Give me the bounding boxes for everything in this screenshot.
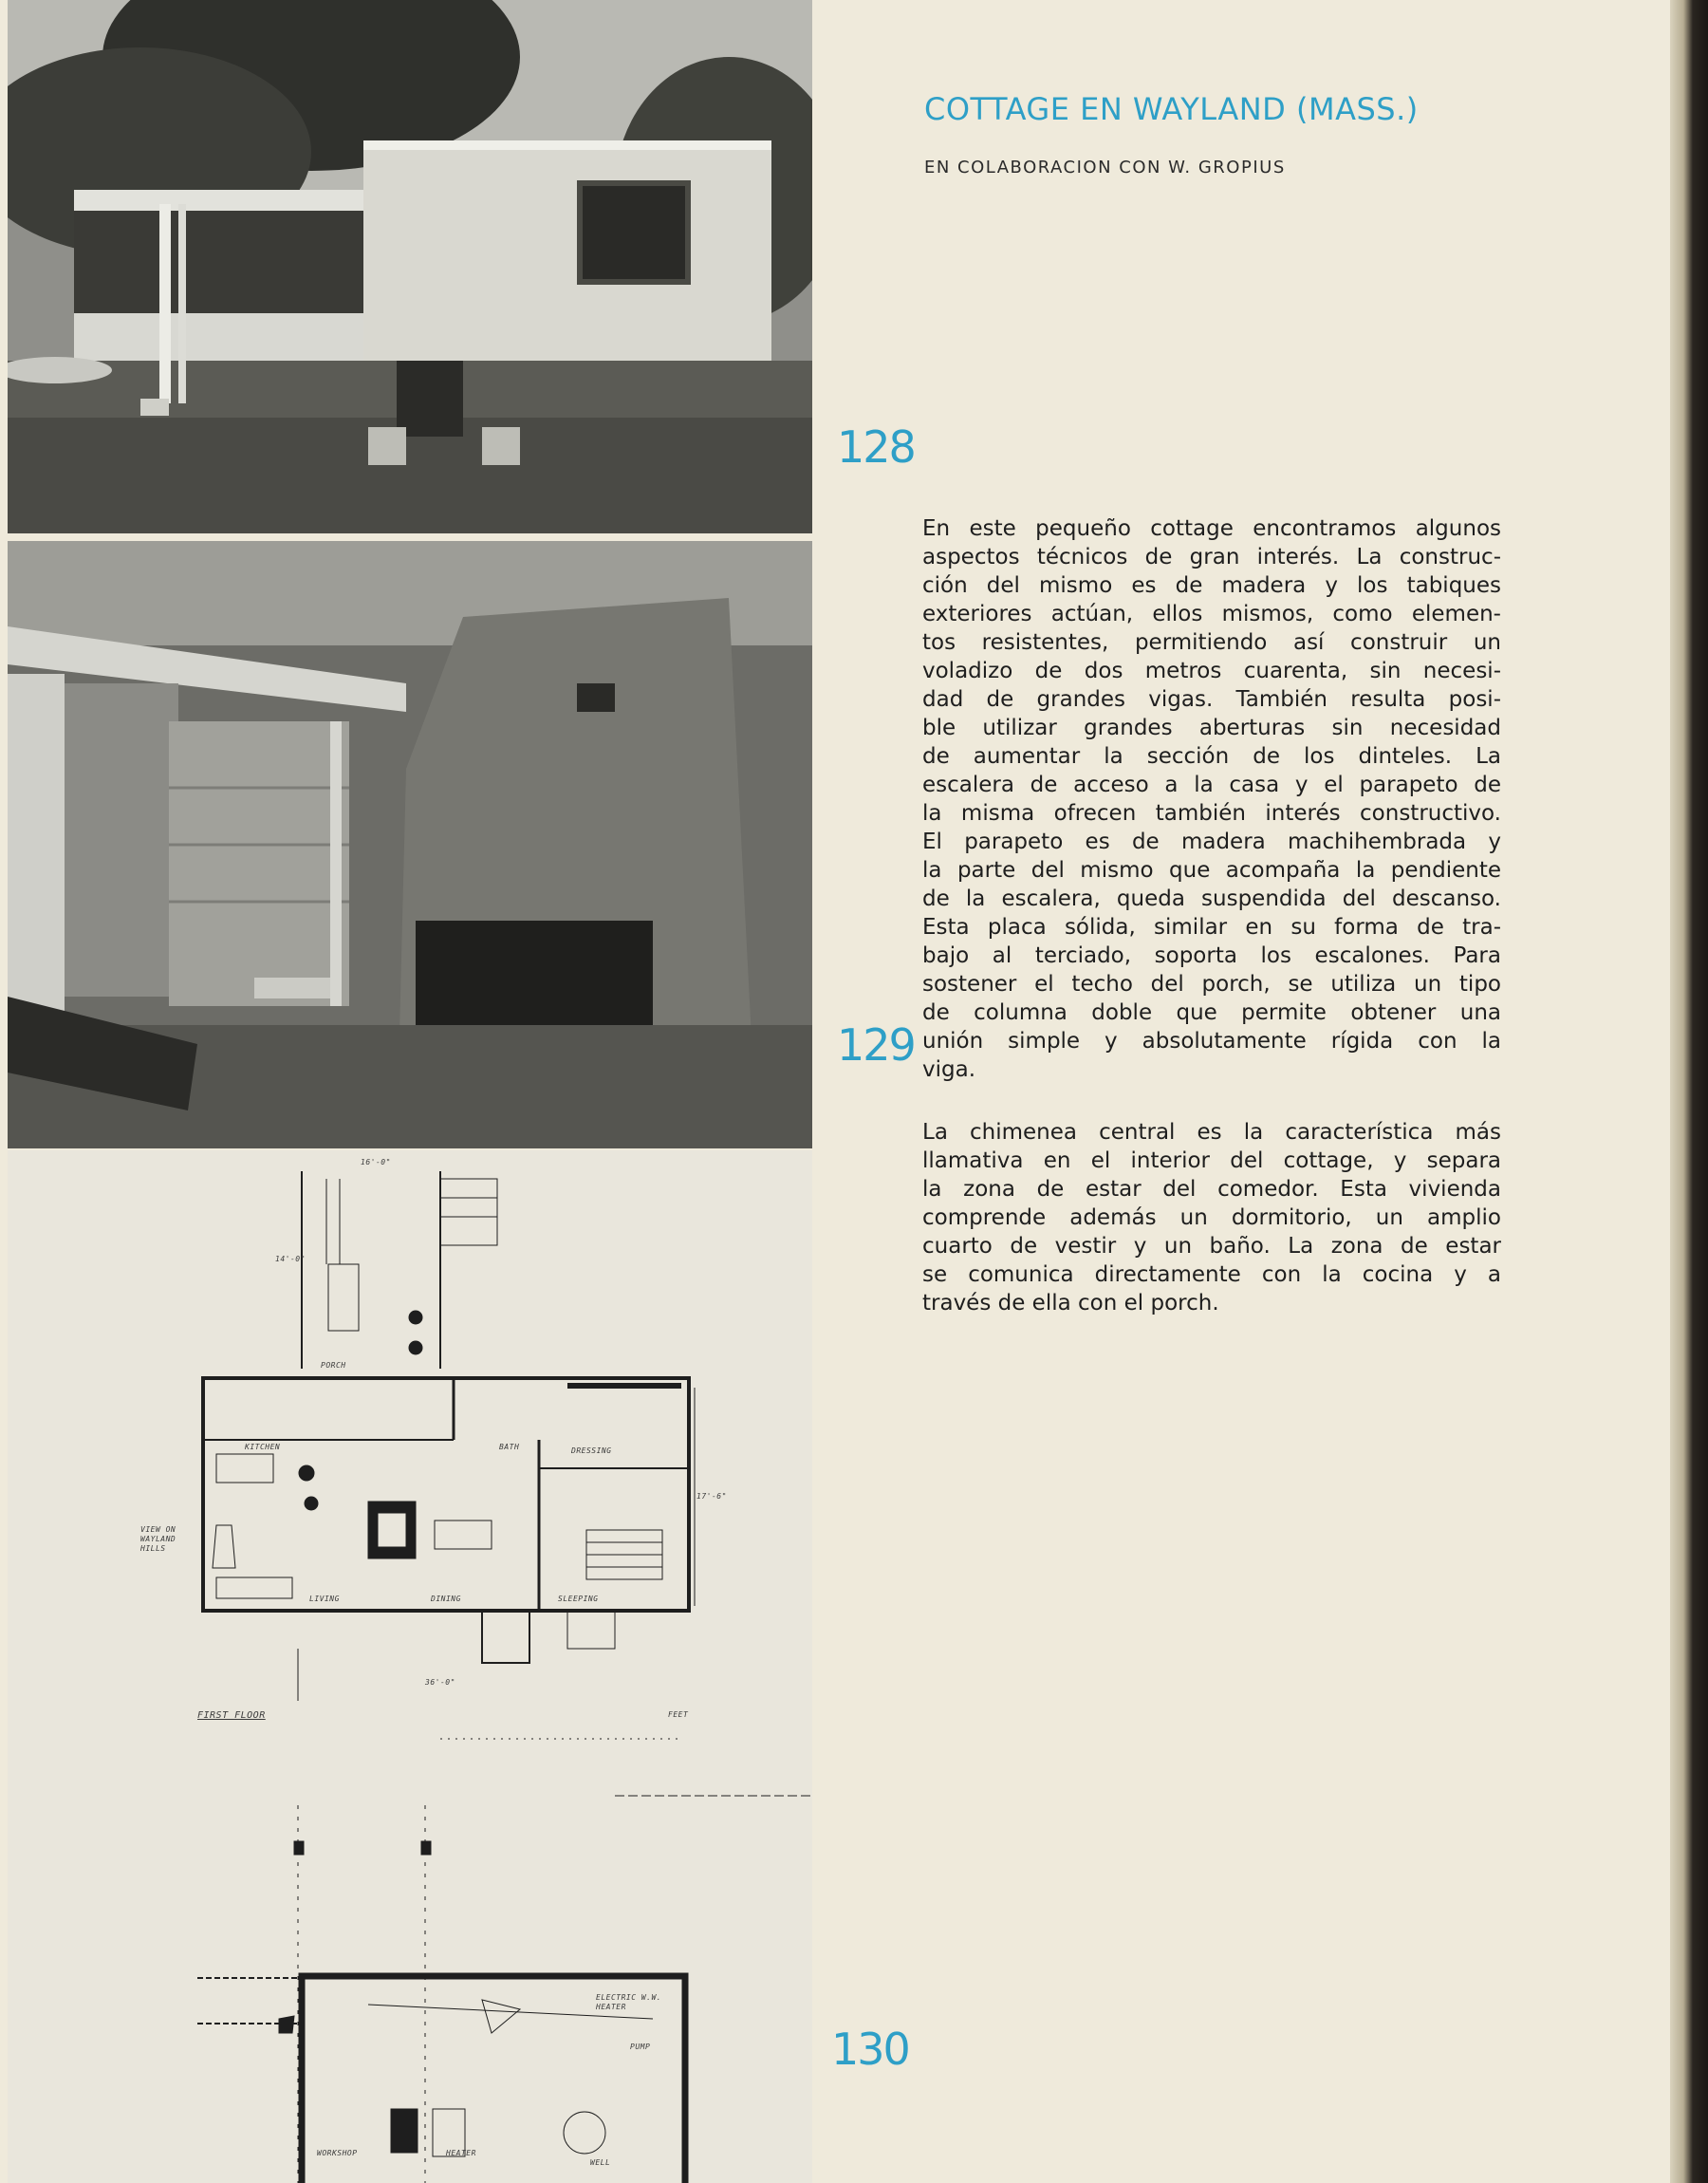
exterior-photo (8, 0, 812, 533)
plan-label-workshop: WORKSHOP (317, 2149, 358, 2157)
paragraph-line: La chimenea central es la característica más (922, 1120, 1501, 1145)
plan-label-feet: FEET (668, 1710, 689, 1719)
plan-dim-side: 14'-0" (275, 1255, 306, 1263)
figure-number-129: 129 (837, 1019, 915, 1071)
plan-label-porch: PORCH (321, 1361, 346, 1370)
plan-label-dining: DINING (431, 1595, 461, 1603)
plan-label-first-floor: FIRST FLOOR (197, 1710, 266, 1721)
paragraph-line: de la escalera, queda suspendida del descanso. (922, 886, 1501, 911)
body-paragraph-1 (922, 514, 1501, 1084)
plan-label-kitchen: KITCHEN (245, 1443, 281, 1451)
paragraph-line: dad de grandes vigas. También resulta posi- (922, 687, 1501, 712)
paragraph-line: El parapeto es de madera machihembrada y (922, 830, 1501, 854)
paragraph-line: unión simple y absolutamente rígida con la (922, 1029, 1501, 1054)
body-paragraph-2 (922, 1118, 1501, 1317)
page-subtitle: EN COLABORACION CON W. GROPIUS (924, 158, 1286, 177)
paragraph-line: bajo al terciado, soporta los escalones. Para (922, 943, 1501, 968)
plan-label-heater: HEATER (446, 2149, 476, 2157)
paragraph-line: aspectos técnicos de gran interés. La construc- (922, 545, 1501, 569)
plan-label-electric: ELECTRIC W.W. HEATER (596, 1993, 662, 2011)
paragraph-line: la misma ofrecen también interés constructivo. (922, 801, 1501, 826)
paragraph-line: ble utilizar grandes aberturas sin necesidad (922, 716, 1501, 740)
paragraph-line: voladizo de dos metros cuarenta, sin necesi- (922, 659, 1501, 683)
paragraph-line: Esta placa sólida, similar en su forma de tra- (922, 915, 1501, 940)
paragraph-line: se comunica directamente con la cocina y a (922, 1262, 1501, 1287)
floor-plan-drawings (8, 1150, 812, 2183)
paragraph-line: de aumentar la sección de los dinteles. La (922, 744, 1501, 769)
paragraph-line: tos resistentes, permitiendo así construir un (922, 630, 1501, 655)
paragraph-line: llamativa en el interior del cottage, y separa (922, 1148, 1501, 1173)
paragraph-line: escalera de acceso a la casa y el parapeto de (922, 773, 1501, 797)
interior-photo (8, 541, 812, 1148)
paragraph-line: En este pequeño cottage encontramos algunos (922, 516, 1501, 541)
paragraph-line: comprende además un dormitorio, un amplio (922, 1205, 1501, 1230)
paragraph-line: sostener el techo del porch, se utiliza un tipo (922, 972, 1501, 997)
plan-label-sleeping: SLEEPING (558, 1595, 599, 1603)
paragraph-line: viga. (922, 1057, 976, 1082)
plan-dim-right: 17'-6" (696, 1492, 727, 1501)
paragraph-line: cuarto de vestir y un baño. La zona de estar (922, 1234, 1501, 1259)
page-title: COTTAGE EN WAYLAND (MASS.) (924, 91, 1419, 127)
plan-label-dressing: DRESSING (571, 1446, 612, 1455)
plan-dim-bottom: 36'-0" (425, 1678, 455, 1687)
plan-label-bath: BATH (499, 1443, 520, 1451)
figure-number-130: 130 (831, 2024, 909, 2075)
paragraph-line: la zona de estar del comedor. Esta vivienda (922, 1177, 1501, 1202)
book-spine-edge (1670, 0, 1708, 2183)
plan-label-living: LIVING (309, 1595, 340, 1603)
paragraph-line: exteriores actúan, ellos mismos, como elemen- (922, 602, 1501, 626)
plan-dim-top: 16'-0" (361, 1158, 391, 1166)
paragraph-line: ción del mismo es de madera y los tabiques (922, 573, 1501, 598)
plan-label-view: VIEW ON WAYLAND HILLS (140, 1525, 176, 1553)
paragraph-line: la parte del mismo que acompaña la pendiente (922, 858, 1501, 883)
plan-label-well: WELL (590, 2158, 611, 2167)
paragraph-line: de columna doble que permite obtener una (922, 1000, 1501, 1025)
plan-label-pump: PUMP (630, 2043, 651, 2051)
figure-number-128: 128 (837, 421, 915, 473)
paragraph-line: través de ella con el porch. (922, 1291, 1219, 1315)
